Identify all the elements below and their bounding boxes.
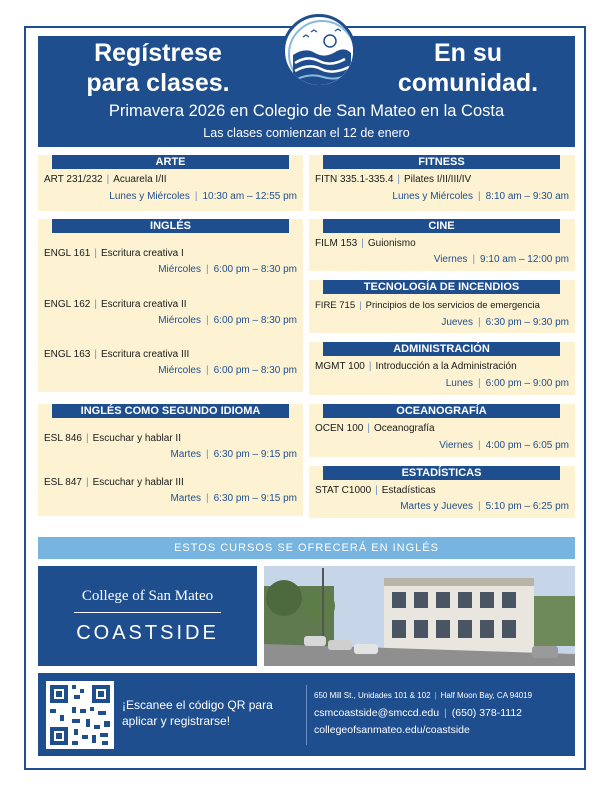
course-schedule: Miércoles | 6:00 pm – 8:30 pm <box>158 264 297 275</box>
course-time: 6:30 pm – 9:15 pm <box>213 449 297 460</box>
course-days: Viernes <box>433 254 468 265</box>
course-time: 6:00 pm – 9:00 pm <box>485 378 569 389</box>
course-days: Lunes y Miércoles <box>392 191 473 202</box>
course-title: OCEN 100 | Oceanografía <box>315 423 435 434</box>
section-title: TECNOLOGÍA DE INCENDIOS <box>323 280 560 294</box>
course-title: ART 231/232 | Acuarela I/II <box>44 174 167 185</box>
wave-logo-icon <box>282 14 356 88</box>
english-only-banner: ESTOS CURSOS SE OFRECERÁ EN INGLÉS <box>38 537 575 559</box>
email-link[interactable]: csmcoastside@smccd.edu <box>314 707 440 719</box>
course-code: ESL 846 <box>44 433 82 444</box>
headline-right-line1: En su <box>433 39 503 67</box>
logo-divider <box>74 612 221 613</box>
college-campus: COASTSIDE <box>76 622 219 644</box>
section-tecnologia-incendios <box>309 280 575 333</box>
course-schedule: Lunes y Miércoles | 10:30 am – 12:55 pm <box>109 191 297 202</box>
course-days: Viernes <box>439 440 473 451</box>
course-time: 8:10 am – 9:30 am <box>485 191 569 202</box>
qr-text-line2: aplicar y registrarse! <box>122 714 231 728</box>
course-time: 6:00 pm – 8:30 pm <box>213 264 297 275</box>
section-esl <box>38 404 303 516</box>
course-title: FILM 153 | Guionismo <box>315 238 416 249</box>
course-time: 4:00 pm – 6:05 pm <box>485 440 569 451</box>
course-name: Guionismo <box>367 238 416 249</box>
course-days: Martes y Jueves <box>400 501 473 512</box>
section-title: OCEANOGRAFÍA <box>323 404 560 418</box>
course-days: Martes <box>170 449 201 460</box>
course-code: FIRE 715 <box>315 300 356 311</box>
course-name: Escritura creativa II <box>100 299 187 310</box>
course-name: Principios de los servicios de emergencia <box>365 300 540 311</box>
course-name: Estadísticas <box>381 485 436 496</box>
section-title: ARTE <box>52 155 289 169</box>
course-schedule: Lunes y Miércoles | 8:10 am – 9:30 am <box>392 191 569 202</box>
course-name: Introducción a la Administración <box>375 361 517 372</box>
course-name: Pilates I/II/III/IV <box>403 174 472 185</box>
course-time: 6:00 pm – 8:30 pm <box>213 315 297 326</box>
course-schedule: Miércoles | 6:00 pm – 8:30 pm <box>158 315 297 326</box>
footer-divider <box>306 685 307 745</box>
course-title: ENGL 163 | Escritura creativa III <box>44 349 190 360</box>
start-note: Las clases comienzan el 12 de enero <box>203 126 410 140</box>
course-schedule: Martes | 6:30 pm – 9:15 pm <box>170 449 297 460</box>
course-code: ESL 847 <box>44 477 82 488</box>
course-schedule: Viernes | 4:00 pm – 6:05 pm <box>439 440 569 451</box>
course-time: 5:10 pm – 6:25 pm <box>485 501 569 512</box>
course-time: 10:30 am – 12:55 pm <box>202 191 297 202</box>
headline-left-line1: Regístrese <box>94 39 222 67</box>
course-days: Martes <box>170 493 201 504</box>
course-code: ENGL 161 <box>44 248 91 259</box>
course-time: 6:00 pm – 8:30 pm <box>213 365 297 376</box>
course-title: FIRE 715 | Principios de los servicios de emergencia <box>315 300 540 311</box>
campus-building-photo <box>264 566 575 666</box>
course-title: STAT C1000 | Estadísticas <box>315 485 436 496</box>
course-title: FITN 335.1-335.4 | Pilates I/II/III/IV <box>315 174 472 185</box>
section-title: INGLÉS COMO SEGUNDO IDIOMA <box>52 404 289 418</box>
course-code: STAT C1000 <box>315 485 372 496</box>
headline-left-line2: para clases. <box>86 69 230 97</box>
section-title: ADMINISTRACIÓN <box>323 342 560 356</box>
city-address: Half Moon Bay, CA 94019 <box>440 691 533 700</box>
headline-right <box>368 38 568 98</box>
course-name: Oceanografía <box>373 423 435 434</box>
course-days: Lunes <box>445 378 473 389</box>
course-title: MGMT 100 | Introducción a la Administración <box>315 361 517 372</box>
course-name: Escritura creativa III <box>100 349 190 360</box>
college-name: College of San Mateo <box>81 588 214 604</box>
headline-left <box>58 38 258 98</box>
section-administracion <box>309 342 575 395</box>
section-arte <box>38 155 303 211</box>
course-title: ENGL 161 | Escritura creativa I <box>44 248 184 259</box>
section-oceanografia <box>309 404 575 457</box>
course-name: Escritura creativa I <box>100 248 184 259</box>
website-link[interactable]: collegeofsanmateo.edu/coastside <box>314 724 470 736</box>
course-title: ESL 847 | Escuchar y hablar III <box>44 477 184 488</box>
course-schedule: Viernes | 9:10 am – 12:00 pm <box>433 254 569 265</box>
course-title: ENGL 162 | Escritura creativa II <box>44 299 187 310</box>
course-time: 6:30 pm – 9:30 pm <box>485 317 569 328</box>
course-code: OCEN 100 <box>315 423 364 434</box>
college-logo-block <box>38 566 257 666</box>
course-time: 9:10 am – 12:00 pm <box>480 254 569 265</box>
section-fitness <box>309 155 575 211</box>
section-title: CINE <box>323 219 560 233</box>
headline-right-line2: comunidad. <box>397 69 539 97</box>
section-ingles <box>38 219 303 392</box>
course-code: ENGL 162 <box>44 299 91 310</box>
footer <box>38 673 575 756</box>
course-code: ENGL 163 <box>44 349 91 360</box>
qr-instructions <box>122 697 273 729</box>
course-days: Jueves <box>441 317 473 328</box>
qr-text-line1: ¡Escanee el código QR para <box>122 698 273 712</box>
course-title: ESL 846 | Escuchar y hablar II <box>44 433 181 444</box>
course-code: MGMT 100 <box>315 361 365 372</box>
street-address: 650 Mill St., Unidades 101 & 102 <box>314 691 431 700</box>
course-name: Escuchar y hablar III <box>92 477 184 488</box>
course-code: FITN 335.1-335.4 <box>315 174 394 185</box>
course-code: FILM 153 <box>315 238 358 249</box>
section-title: FITNESS <box>323 155 560 169</box>
course-code: ART 231/232 <box>44 174 103 185</box>
course-days: Lunes y Miércoles <box>109 191 190 202</box>
contact-line: csmcoastside@smccd.edu | (650) 378-1112 <box>314 707 523 719</box>
course-time: 6:30 pm – 9:15 pm <box>213 493 297 504</box>
header-subtitle: Primavera 2026 en Colegio de San Mateo en la Costa <box>108 102 505 120</box>
course-days: Miércoles <box>158 264 201 275</box>
course-schedule: Martes y Jueves | 5:10 pm – 6:25 pm <box>400 501 569 512</box>
course-schedule: Jueves | 6:30 pm – 9:30 pm <box>441 317 569 328</box>
course-schedule: Miércoles | 6:00 pm – 8:30 pm <box>158 365 297 376</box>
course-days: Miércoles <box>158 365 201 376</box>
section-cine <box>309 219 575 271</box>
course-name: Acuarela I/II <box>113 174 167 185</box>
course-schedule: Lunes | 6:00 pm – 9:00 pm <box>445 378 569 389</box>
qr-code-icon[interactable] <box>46 681 114 749</box>
section-estadisticas <box>309 466 575 518</box>
course-schedule: Martes | 6:30 pm – 9:15 pm <box>170 493 297 504</box>
section-title: INGLÉS <box>52 219 289 233</box>
section-title: ESTADÍSTICAS <box>323 466 560 480</box>
phone-number[interactable]: (650) 378-1112 <box>451 707 523 719</box>
course-days: Miércoles <box>158 315 201 326</box>
course-name: Escuchar y hablar II <box>92 433 181 444</box>
address-line: 650 Mill St., Unidades 101 & 102 | Half Moon Bay, CA 94019 <box>314 691 533 700</box>
